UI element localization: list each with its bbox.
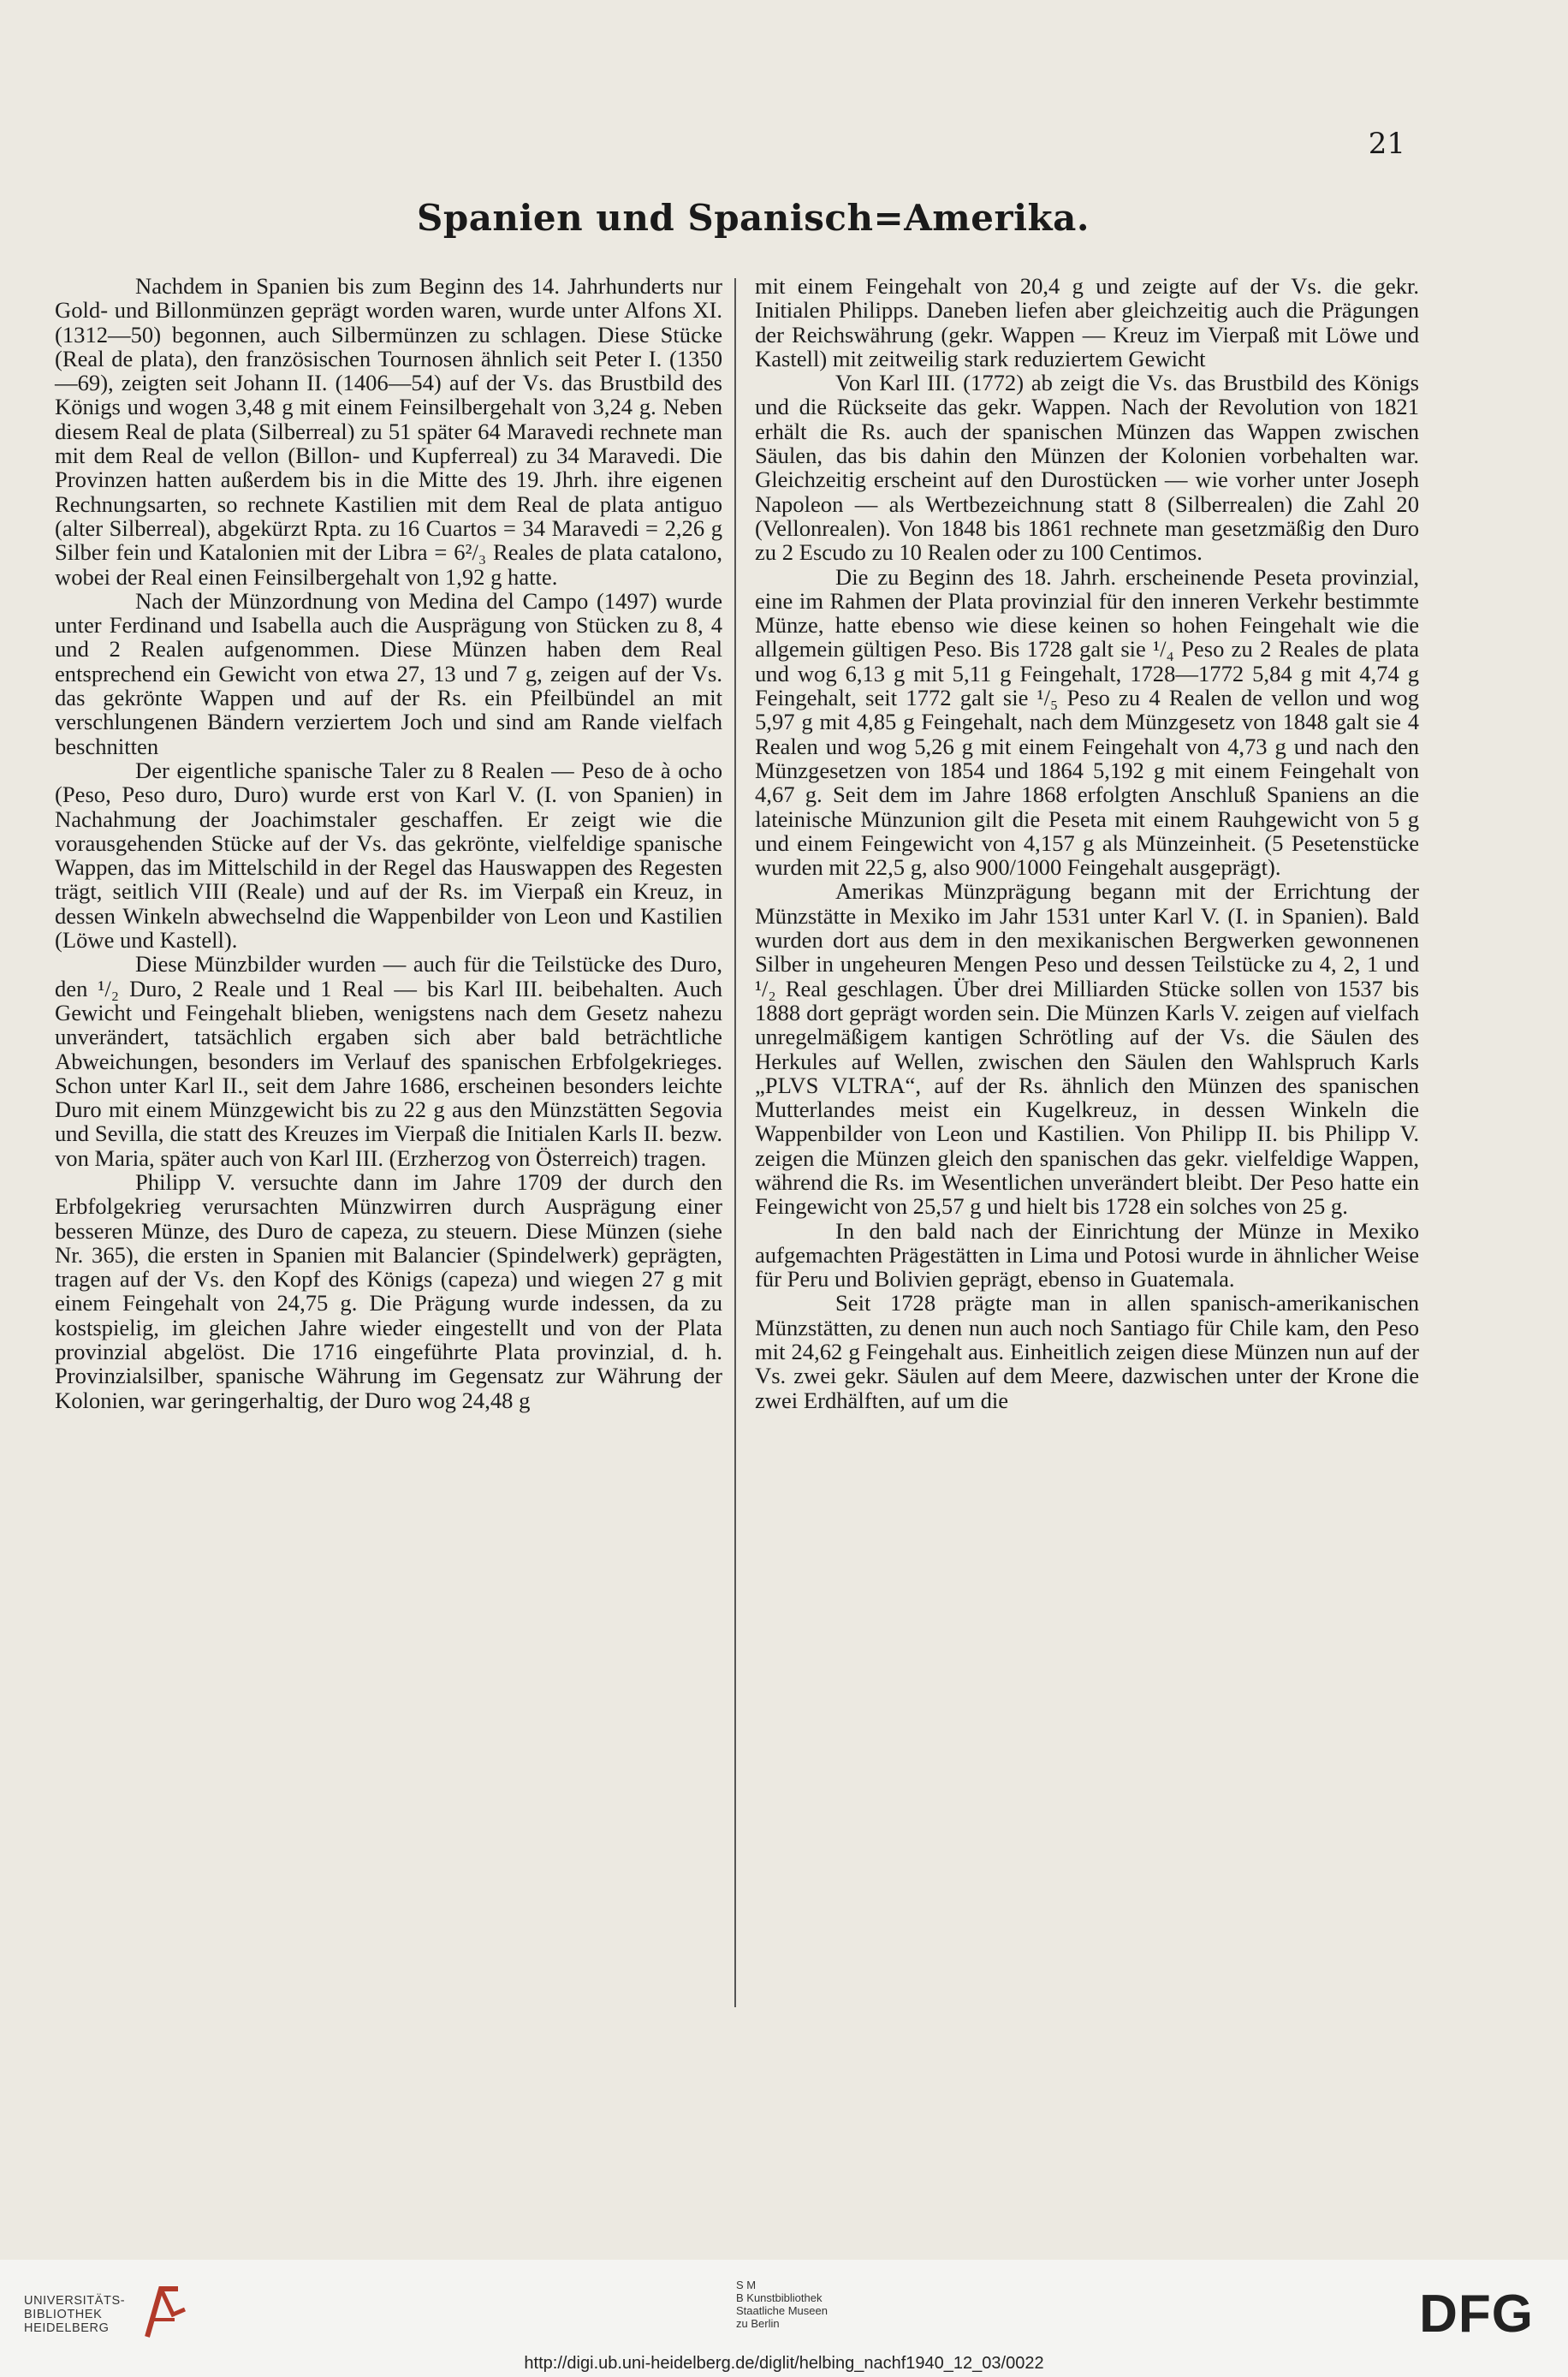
column-divider — [734, 278, 736, 2007]
page-title: Spanien und Spanisch=Amerika. — [417, 197, 1090, 239]
smb-line: zu Berlin — [736, 2317, 780, 2330]
paragraph: Amerikas Münzprägung begann mit der Errichtung der Münzstätte in Mexiko im Jahr 1531 unter Karl V. (I. in Spanien). Bald wurden dort aus dem in den mexikanischen Bergwerken gewonnenen Silber in ungeheuren Mengen Peso und dessen Teilstücke zu 4, 2, 1 und ¹/₂ Real geschlagen. Über drei Milliarden Stücke sollen von 1537 bis 1888 dort geprägt worden sein. Die Münzen Karls V. zeigen auf vielfach unregelmäßigem kantigen Schrötling auf der Vs. die Säulen des Herkules auf Wellen, zwischen den Säulen den Wahlspruch Karls „PLVS VLTRA“, auf der Rs. ähnlich den Münzen des spanischen Mutterlandes meist ein Kugelkreuz, in dessen Winkeln die Wappenbilder von Leon und Kastilien. Von Philipp II. bis Philipp V. zeigen die Münzen gleich den spanischen das gekr. vielfeldige Wappen, während die Rs. im Wesentlichen unverändert bleibt. Der Peso hatte ein Feingewicht von 25,57 g und hielt bis 1728 ein solches von 25 g. — [755, 878, 1419, 1220]
paragraph: Nachdem in Spanien bis zum Beginn des 14. Jahrhunderts nur Gold- und Billonmünzen geprägt worden waren, wurde unter Alfons XI. (1312—50) begonnen, auch Silbermünzen zu schlagen. Diese Stücke (Real de plata), den französischen Tournosen ähnlich seit Peter I. (1350—69), zeigten seit Johann II. (1406—54) auf der Vs. das Brustbild des Königs und wogen 3,48 g mit einem Feinsilbergehalt von 3,24 g. Neben diesem Real de plata (Silberreal) zu 51 später 64 Maravedi rechnete man mit dem Real de vellon (Billon- und Kupferreal) zu 34 Maravedi. Die Provinzen hatten außerdem bis in die Mitte des 19. Jhrh. ihre eigenen Rechnungsarten, so rechnete Kastilien mit dem Real de plata antiguo (alter Silberreal), abgekürzt Rpta. zu 16 Cuartos = 34 Maravedi = 2,26 g Silber fein und Katalonien mit der Libra = 6²/₃ Reales de plata catalono, wobei der Real einen Feinsilbergehalt von 1,92 g hatte. — [55, 273, 722, 590]
smb-logo-text[interactable] — [736, 2279, 828, 2330]
smb-line: S M — [736, 2279, 757, 2291]
left-column — [55, 274, 722, 1412]
paragraph: Von Karl III. (1772) ab zeigt die Vs. das Brustbild des Königs und die Rückseite das gekr. Wappen. Nach der Revolution von 1821 erhält die Rs. auch der spanischen Münzen das Wappen zwischen Säulen, das bis dahin den Münzen der Kolonien vorbehalten war. Gleichzeitig erscheint auf den Durostücken — wie vorher unter Joseph Napoleon — als Wertbezeichnung statt 8 (Silberrealen) die Zahl 20 (Vellonrealen). Von 1848 bis 1861 rechnete man gesetzmäßig den Duro zu 2 Escudo zu 10 Realen oder zu 100 Centimos. — [755, 370, 1419, 566]
uni-line: HEIDELBERG — [24, 2321, 110, 2335]
smb-line: B Kunstbibliothek — [736, 2291, 823, 2304]
university-logo-text[interactable] — [24, 2294, 125, 2335]
smb-line: Staatliche Museen — [736, 2304, 828, 2317]
paragraph: Die zu Beginn des 18. Jahrh. erscheinende Peseta provinzial, eine im Rahmen der Plata provinzial für den inneren Verkehr bestimmte Münze, hatte ebenso wie diese keinen so hohen Feingehalt wie die allgemein gültigen Peso. Bis 1728 galt sie ¹/₄ Peso zu 2 Reales de plata und wog 6,13 g mit 5,11 g Feingehalt, 1728—1772 5,84 g mit 4,74 g Feingehalt, seit 1772 galt sie ¹/₅ Peso zu 4 Realen de vellon und wog 5,97 g mit 4,85 g Feingehalt, nach dem Münzgesetz von 1848 galt sie 4 Realen und wog 5,26 g mit einem Feingehalt von 4,73 g und nach den Münzgesetzen von 1854 und 1864 5,192 g mit einem Feingehalt von 4,67 g. Seit dem im Jahre 1868 erfolgten Anschluß Spaniens an die lateinische Münzunion gilt die Peseta mit einem Rauhgewicht von 5 g und einem Feingewicht von 4,157 g als Münzeinheit. (5 Pesetenstücke wurden mit 22,5 g, also 900/1000 Feingehalt ausgeprägt). — [755, 563, 1419, 881]
dfg-logo[interactable]: DFG — [1419, 2285, 1534, 2344]
paragraph: mit einem Feingehalt von 20,4 g und zeigte auf der Vs. die gekr. Initialen Philipps. Daneben liefen aber gleichzeitig auch die Prägungen der Reichswährung (gekr. Wappen — Kreuz im Vierpaß mit Löwe und Kastell) mit zeitweilig stark reduziertem Gewicht — [755, 273, 1419, 371]
right-column — [755, 274, 1419, 1412]
paragraph: Der eigentliche spanische Taler zu 8 Realen — Peso de à ocho (Peso, Peso duro, Duro) wurde erst von Karl V. (I. von Spanien) in Nachahmung der Joachimstaler geschaffen. Er zeigt wie die vorausgehenden Stücke auf der Vs. das gekrönte, vielfeldige spanische Wappen, das im Mittelschild in der Regel das Hauswappen des Regesten trägt, seitlich VIII (Reale) und auf der Rs. im Vierpaß ein Kreuz, in dessen Winkeln abwechselnd die Wappenbilder von Leon und Kastilien (Löwe und Kastell). — [55, 757, 722, 954]
paragraph: In den bald nach der Einrichtung der Münze in Mexiko aufgemachten Prägestätten in Lima und Potosi wurde in ähnlicher Weise für Peru und Bolivien geprägt, ebenso in Guatemala. — [755, 1217, 1419, 1292]
paragraph: Seit 1728 prägte man in allen spanisch-amerikanischen Münzstätten, zu denen nun auch noch Santiago für Chile kam, den Peso mit 24,62 g Feingehalt aus. Einheitlich zeigen diese Münzen nun auf der Vs. zwei gekr. Säulen auf dem Meere, dazwischen unter der Krone die zwei Erdhälften, auf um die — [755, 1290, 1419, 1413]
source-url[interactable]: http://digi.ub.uni-heidelberg.de/diglit/helbing_nachf1940_12_03/0022 — [524, 2354, 1044, 2373]
paragraph: Nach der Münzordnung von Medina del Campo (1497) wurde unter Ferdinand und Isabella auch die Ausprägung von Stücken zu 8, 4 und 2 Realen aufgenommen. Diese Münzen haben dem Real entsprechend ein Gewicht von etwa 27, 13 und 7 g, zeigen auf der Vs. das gekrönte Wappen und auf der Rs. ein Pfeilbündel an mit verschlungenen Bändern verziertem Joch und sind am Rande vielfach beschnitten — [55, 587, 722, 759]
university-seal-icon — [140, 2284, 192, 2344]
paragraph: Diese Münzbilder wurden — auch für die Teilstücke des Duro, den ¹/₂ Duro, 2 Reale und 1 Real — bis Karl III. beibehalten. Auch Gewicht und Feingehalt blieben, wenigstens nach dem Gesetz nahezu unverändert, tatsächlich ergaben sich aber bald beträchtliche Abweichungen, besonders im Verlauf des spanischen Erbfolgekrieges. Schon unter Karl II., seit dem Jahre 1686, erscheinen besonders leichte Duro mit einem Münzgewicht bis zu 22 g aus den Münzstätten Segovia und Sevilla, die statt des Kreuzes im Vierpaß die Initialen Karls II. bezw. von Maria, später auch von Karl III. (Erzherzog von Österreich) tragen. — [55, 951, 722, 1171]
uni-line: BIBLIOTHEK — [24, 2308, 103, 2321]
uni-line: UNIVERSITÄTS- — [24, 2294, 126, 2308]
paragraph: Philipp V. versuchte dann im Jahre 1709 der durch den Erbfolgekrieg verursachten Münzwirren durch Ausprägung einer besseren Münze, des Duro de capeza, zu steuern. Diese Münzen (siehe Nr. 365), die ersten in Spanien mit Balancier (Spindelwerk) geprägten, tragen auf der Vs. den Kopf des Königs (capeza) und wiegen 27 g mit einem Feingehalt von 24,75 g. Die Prägung wurde indessen, da zu kostspielig, im gleichen Jahre wieder eingestellt und von der Plata provinzial abgelöst. Die 1716 eingeführte Plata provinzial, d. h. Provinzialsilber, spanische Währung im Gegensatz zur Währung der Kolonien, war geringerhaltig, der Duro wog 24,48 g — [55, 1168, 722, 1413]
page-number: 21 — [1368, 127, 1405, 161]
